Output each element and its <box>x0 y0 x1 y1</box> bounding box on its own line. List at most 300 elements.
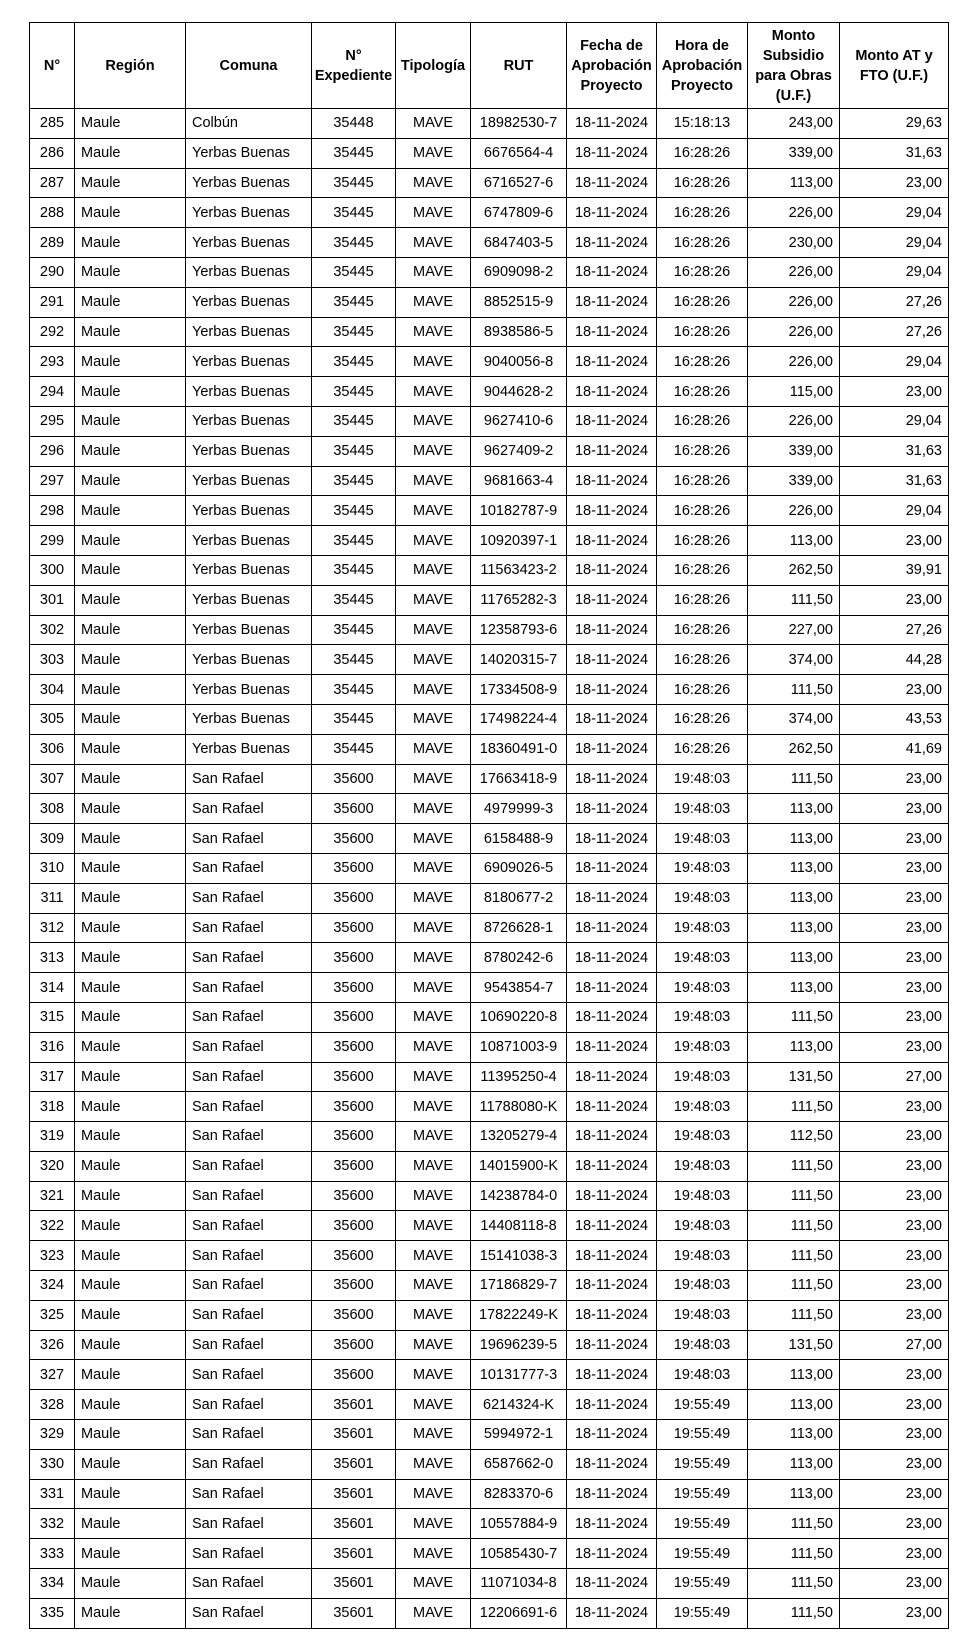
cell-tipologia: MAVE <box>396 436 471 466</box>
cell-monto-at: 23,00 <box>840 377 949 407</box>
cell-tipologia: MAVE <box>396 257 471 287</box>
table-row <box>30 1122 949 1152</box>
cell-monto-at: 23,00 <box>840 526 949 556</box>
cell-num: 286 <box>30 138 75 168</box>
cell-expediente: 35445 <box>312 138 396 168</box>
cell-num: 330 <box>30 1449 75 1479</box>
cell-tipologia: MAVE <box>396 615 471 645</box>
table-row <box>30 198 949 228</box>
cell-comuna: San Rafael <box>186 883 312 913</box>
cell-comuna: San Rafael <box>186 1122 312 1152</box>
cell-monto-at: 23,00 <box>840 675 949 705</box>
cell-hora: 16:28:26 <box>657 377 748 407</box>
cell-fecha: 18-11-2024 <box>567 317 657 347</box>
cell-num: 301 <box>30 585 75 615</box>
cell-region: Maule <box>75 1122 186 1152</box>
cell-num: 323 <box>30 1241 75 1271</box>
cell-monto-obras: 111,50 <box>748 1002 840 1032</box>
cell-comuna: Yerbas Buenas <box>186 287 312 317</box>
cell-hora: 16:28:26 <box>657 138 748 168</box>
table-row <box>30 1062 949 1092</box>
cell-tipologia: MAVE <box>396 734 471 764</box>
cell-fecha: 18-11-2024 <box>567 1241 657 1271</box>
cell-comuna: Yerbas Buenas <box>186 555 312 585</box>
cell-expediente: 35445 <box>312 704 396 734</box>
cell-rut: 15141038-3 <box>471 1241 567 1271</box>
cell-num: 334 <box>30 1569 75 1599</box>
cell-comuna: Yerbas Buenas <box>186 377 312 407</box>
cell-monto-at: 31,63 <box>840 466 949 496</box>
cell-hora: 16:28:26 <box>657 466 748 496</box>
cell-region: Maule <box>75 585 186 615</box>
cell-rut: 11395250-4 <box>471 1062 567 1092</box>
table-row <box>30 645 949 675</box>
cell-monto-at: 23,00 <box>840 1360 949 1390</box>
table-row <box>30 1479 949 1509</box>
cell-hora: 16:28:26 <box>657 585 748 615</box>
cell-tipologia: MAVE <box>396 466 471 496</box>
cell-expediente: 35445 <box>312 496 396 526</box>
cell-rut: 14408118-8 <box>471 1211 567 1241</box>
cell-monto-obras: 243,00 <box>748 109 840 139</box>
cell-expediente: 35445 <box>312 526 396 556</box>
cell-hora: 19:48:03 <box>657 764 748 794</box>
cell-fecha: 18-11-2024 <box>567 645 657 675</box>
cell-hora: 19:55:49 <box>657 1509 748 1539</box>
cell-num: 316 <box>30 1032 75 1062</box>
cell-fecha: 18-11-2024 <box>567 1092 657 1122</box>
cell-region: Maule <box>75 704 186 734</box>
table-row <box>30 1211 949 1241</box>
table-row <box>30 436 949 466</box>
cell-monto-at: 23,00 <box>840 1449 949 1479</box>
cell-fecha: 18-11-2024 <box>567 1122 657 1152</box>
cell-rut: 13205279-4 <box>471 1122 567 1152</box>
cell-tipologia: MAVE <box>396 496 471 526</box>
cell-tipologia: MAVE <box>396 1360 471 1390</box>
cell-num: 299 <box>30 526 75 556</box>
cell-region: Maule <box>75 347 186 377</box>
table-row <box>30 853 949 883</box>
table-row <box>30 496 949 526</box>
cell-expediente: 35600 <box>312 943 396 973</box>
cell-fecha: 18-11-2024 <box>567 704 657 734</box>
cell-rut: 9543854-7 <box>471 973 567 1003</box>
cell-fecha: 18-11-2024 <box>567 138 657 168</box>
cell-rut: 9627409-2 <box>471 436 567 466</box>
table-row <box>30 555 949 585</box>
header-comuna: Comuna <box>186 23 312 109</box>
cell-num: 292 <box>30 317 75 347</box>
cell-region: Maule <box>75 1092 186 1122</box>
cell-rut: 12206691-6 <box>471 1598 567 1628</box>
cell-monto-obras: 226,00 <box>748 406 840 436</box>
cell-comuna: San Rafael <box>186 973 312 1003</box>
cell-fecha: 18-11-2024 <box>567 973 657 1003</box>
cell-fecha: 18-11-2024 <box>567 228 657 258</box>
cell-fecha: 18-11-2024 <box>567 1360 657 1390</box>
cell-expediente: 35445 <box>312 317 396 347</box>
cell-monto-obras: 113,00 <box>748 168 840 198</box>
cell-monto-at: 23,00 <box>840 585 949 615</box>
cell-comuna: San Rafael <box>186 1539 312 1569</box>
cell-monto-obras: 111,50 <box>748 675 840 705</box>
cell-monto-at: 29,04 <box>840 228 949 258</box>
cell-monto-obras: 226,00 <box>748 287 840 317</box>
cell-monto-obras: 113,00 <box>748 1420 840 1450</box>
cell-fecha: 18-11-2024 <box>567 1539 657 1569</box>
cell-comuna: San Rafael <box>186 1151 312 1181</box>
table-body <box>30 109 949 1629</box>
cell-expediente: 35600 <box>312 853 396 883</box>
cell-expediente: 35600 <box>312 764 396 794</box>
cell-monto-obras: 111,50 <box>748 1241 840 1271</box>
cell-monto-at: 23,00 <box>840 824 949 854</box>
cell-region: Maule <box>75 1330 186 1360</box>
cell-comuna: Yerbas Buenas <box>186 645 312 675</box>
cell-hora: 19:48:03 <box>657 1181 748 1211</box>
table-row <box>30 1449 949 1479</box>
cell-comuna: San Rafael <box>186 1509 312 1539</box>
table-row <box>30 1181 949 1211</box>
cell-rut: 10557884-9 <box>471 1509 567 1539</box>
cell-tipologia: MAVE <box>396 973 471 1003</box>
cell-num: 317 <box>30 1062 75 1092</box>
cell-comuna: San Rafael <box>186 1420 312 1450</box>
cell-rut: 8852515-9 <box>471 287 567 317</box>
subsidy-table <box>29 22 949 1629</box>
cell-monto-at: 23,00 <box>840 1002 949 1032</box>
cell-region: Maule <box>75 615 186 645</box>
header-rut: RUT <box>471 23 567 109</box>
cell-monto-obras: 113,00 <box>748 1390 840 1420</box>
cell-fecha: 18-11-2024 <box>567 1271 657 1301</box>
cell-monto-obras: 339,00 <box>748 466 840 496</box>
table-row <box>30 1300 949 1330</box>
cell-hora: 19:48:03 <box>657 1211 748 1241</box>
cell-expediente: 35448 <box>312 109 396 139</box>
cell-rut: 6158488-9 <box>471 824 567 854</box>
cell-monto-at: 27,26 <box>840 317 949 347</box>
table-row <box>30 615 949 645</box>
cell-tipologia: MAVE <box>396 1211 471 1241</box>
cell-num: 303 <box>30 645 75 675</box>
cell-monto-obras: 131,50 <box>748 1062 840 1092</box>
cell-expediente: 35445 <box>312 585 396 615</box>
cell-region: Maule <box>75 675 186 705</box>
header-monto-at: Monto AT y FTO (U.F.) <box>840 23 949 109</box>
cell-expediente: 35600 <box>312 1271 396 1301</box>
cell-rut: 9681663-4 <box>471 466 567 496</box>
cell-region: Maule <box>75 1271 186 1301</box>
cell-num: 332 <box>30 1509 75 1539</box>
cell-expediente: 35445 <box>312 436 396 466</box>
cell-rut: 11563423-2 <box>471 555 567 585</box>
cell-fecha: 18-11-2024 <box>567 615 657 645</box>
cell-num: 319 <box>30 1122 75 1152</box>
cell-num: 294 <box>30 377 75 407</box>
cell-comuna: San Rafael <box>186 1569 312 1599</box>
cell-expediente: 35445 <box>312 347 396 377</box>
cell-tipologia: MAVE <box>396 287 471 317</box>
cell-hora: 19:48:03 <box>657 1151 748 1181</box>
cell-num: 305 <box>30 704 75 734</box>
cell-monto-obras: 113,00 <box>748 1479 840 1509</box>
cell-region: Maule <box>75 317 186 347</box>
cell-monto-at: 23,00 <box>840 1092 949 1122</box>
cell-tipologia: MAVE <box>396 1390 471 1420</box>
cell-expediente: 35445 <box>312 257 396 287</box>
cell-region: Maule <box>75 824 186 854</box>
cell-monto-obras: 113,00 <box>748 526 840 556</box>
cell-expediente: 35445 <box>312 168 396 198</box>
cell-region: Maule <box>75 526 186 556</box>
cell-tipologia: MAVE <box>396 109 471 139</box>
cell-num: 293 <box>30 347 75 377</box>
cell-fecha: 18-11-2024 <box>567 1509 657 1539</box>
cell-monto-at: 23,00 <box>840 1211 949 1241</box>
cell-tipologia: MAVE <box>396 1181 471 1211</box>
cell-fecha: 18-11-2024 <box>567 1479 657 1509</box>
cell-rut: 17334508-9 <box>471 675 567 705</box>
cell-region: Maule <box>75 1479 186 1509</box>
cell-monto-obras: 374,00 <box>748 704 840 734</box>
cell-comuna: San Rafael <box>186 1598 312 1628</box>
cell-hora: 19:55:49 <box>657 1569 748 1599</box>
cell-monto-at: 39,91 <box>840 555 949 585</box>
cell-tipologia: MAVE <box>396 1092 471 1122</box>
cell-comuna: Yerbas Buenas <box>186 496 312 526</box>
table-row <box>30 526 949 556</box>
cell-fecha: 18-11-2024 <box>567 496 657 526</box>
cell-expediente: 35601 <box>312 1420 396 1450</box>
cell-fecha: 18-11-2024 <box>567 1300 657 1330</box>
cell-monto-obras: 113,00 <box>748 883 840 913</box>
cell-fecha: 18-11-2024 <box>567 1181 657 1211</box>
cell-monto-obras: 113,00 <box>748 1449 840 1479</box>
cell-region: Maule <box>75 1062 186 1092</box>
cell-comuna: Yerbas Buenas <box>186 347 312 377</box>
cell-monto-obras: 113,00 <box>748 1360 840 1390</box>
cell-rut: 14020315-7 <box>471 645 567 675</box>
cell-expediente: 35600 <box>312 973 396 1003</box>
cell-fecha: 18-11-2024 <box>567 734 657 764</box>
cell-comuna: San Rafael <box>186 824 312 854</box>
cell-rut: 14015900-K <box>471 1151 567 1181</box>
table-row <box>30 883 949 913</box>
cell-comuna: Yerbas Buenas <box>186 526 312 556</box>
cell-expediente: 35601 <box>312 1569 396 1599</box>
cell-tipologia: MAVE <box>396 1002 471 1032</box>
header-monto-obras: Monto Subsidio para Obras (U.F.) <box>748 23 840 109</box>
cell-expediente: 35600 <box>312 883 396 913</box>
cell-num: 322 <box>30 1211 75 1241</box>
cell-monto-at: 27,26 <box>840 287 949 317</box>
cell-fecha: 18-11-2024 <box>567 466 657 496</box>
cell-comuna: San Rafael <box>186 764 312 794</box>
cell-comuna: San Rafael <box>186 853 312 883</box>
cell-rut: 17498224-4 <box>471 704 567 734</box>
cell-fecha: 18-11-2024 <box>567 853 657 883</box>
table-row <box>30 257 949 287</box>
cell-fecha: 18-11-2024 <box>567 526 657 556</box>
cell-comuna: San Rafael <box>186 1241 312 1271</box>
cell-fecha: 18-11-2024 <box>567 1449 657 1479</box>
header-expediente: N° Expediente <box>312 23 396 109</box>
table-row <box>30 1598 949 1628</box>
cell-rut: 10585430-7 <box>471 1539 567 1569</box>
cell-rut: 8283370-6 <box>471 1479 567 1509</box>
cell-monto-obras: 113,00 <box>748 794 840 824</box>
cell-fecha: 18-11-2024 <box>567 1330 657 1360</box>
cell-rut: 5994972-1 <box>471 1420 567 1450</box>
cell-expediente: 35601 <box>312 1509 396 1539</box>
cell-comuna: Yerbas Buenas <box>186 675 312 705</box>
cell-rut: 6676564-4 <box>471 138 567 168</box>
cell-rut: 17822249-K <box>471 1300 567 1330</box>
cell-comuna: San Rafael <box>186 1449 312 1479</box>
cell-tipologia: MAVE <box>396 675 471 705</box>
cell-tipologia: MAVE <box>396 1151 471 1181</box>
cell-tipologia: MAVE <box>396 1539 471 1569</box>
cell-region: Maule <box>75 1569 186 1599</box>
cell-region: Maule <box>75 734 186 764</box>
cell-rut: 10131777-3 <box>471 1360 567 1390</box>
cell-region: Maule <box>75 1211 186 1241</box>
cell-monto-at: 29,04 <box>840 496 949 526</box>
table-row <box>30 585 949 615</box>
cell-hora: 16:28:26 <box>657 704 748 734</box>
cell-hora: 16:28:26 <box>657 228 748 258</box>
table-row <box>30 794 949 824</box>
table-row <box>30 1569 949 1599</box>
cell-num: 297 <box>30 466 75 496</box>
cell-hora: 19:48:03 <box>657 1092 748 1122</box>
cell-monto-obras: 113,00 <box>748 853 840 883</box>
table-row <box>30 1330 949 1360</box>
cell-expediente: 35600 <box>312 1211 396 1241</box>
cell-tipologia: MAVE <box>396 1509 471 1539</box>
cell-comuna: Yerbas Buenas <box>186 615 312 645</box>
cell-fecha: 18-11-2024 <box>567 347 657 377</box>
cell-rut: 8180677-2 <box>471 883 567 913</box>
cell-hora: 15:18:13 <box>657 109 748 139</box>
cell-rut: 9040056-8 <box>471 347 567 377</box>
cell-monto-obras: 111,50 <box>748 1271 840 1301</box>
cell-comuna: Yerbas Buenas <box>186 257 312 287</box>
cell-fecha: 18-11-2024 <box>567 1002 657 1032</box>
cell-expediente: 35445 <box>312 466 396 496</box>
cell-hora: 16:28:26 <box>657 287 748 317</box>
cell-comuna: San Rafael <box>186 1211 312 1241</box>
cell-fecha: 18-11-2024 <box>567 1598 657 1628</box>
cell-hora: 19:48:03 <box>657 1330 748 1360</box>
cell-hora: 16:28:26 <box>657 645 748 675</box>
cell-comuna: San Rafael <box>186 913 312 943</box>
cell-rut: 14238784-0 <box>471 1181 567 1211</box>
cell-comuna: San Rafael <box>186 1300 312 1330</box>
cell-tipologia: MAVE <box>396 347 471 377</box>
cell-num: 335 <box>30 1598 75 1628</box>
cell-monto-at: 23,00 <box>840 853 949 883</box>
cell-expediente: 35600 <box>312 1151 396 1181</box>
cell-hora: 16:28:26 <box>657 406 748 436</box>
cell-rut: 4979999-3 <box>471 794 567 824</box>
cell-region: Maule <box>75 1360 186 1390</box>
table-row <box>30 734 949 764</box>
cell-comuna: San Rafael <box>186 1002 312 1032</box>
cell-region: Maule <box>75 853 186 883</box>
cell-hora: 19:48:03 <box>657 943 748 973</box>
cell-fecha: 18-11-2024 <box>567 1211 657 1241</box>
cell-region: Maule <box>75 109 186 139</box>
cell-hora: 19:48:03 <box>657 883 748 913</box>
cell-tipologia: MAVE <box>396 228 471 258</box>
cell-tipologia: MAVE <box>396 1569 471 1599</box>
table-row <box>30 764 949 794</box>
cell-monto-obras: 226,00 <box>748 257 840 287</box>
cell-region: Maule <box>75 1032 186 1062</box>
cell-monto-at: 23,00 <box>840 1151 949 1181</box>
cell-rut: 8780242-6 <box>471 943 567 973</box>
cell-comuna: Yerbas Buenas <box>186 585 312 615</box>
table-row <box>30 1002 949 1032</box>
cell-region: Maule <box>75 138 186 168</box>
cell-num: 315 <box>30 1002 75 1032</box>
cell-tipologia: MAVE <box>396 913 471 943</box>
cell-rut: 8726628-1 <box>471 913 567 943</box>
cell-expediente: 35445 <box>312 645 396 675</box>
cell-hora: 19:48:03 <box>657 1122 748 1152</box>
cell-hora: 19:48:03 <box>657 794 748 824</box>
cell-tipologia: MAVE <box>396 853 471 883</box>
table-row <box>30 287 949 317</box>
cell-monto-at: 29,04 <box>840 347 949 377</box>
table-row <box>30 228 949 258</box>
cell-tipologia: MAVE <box>396 406 471 436</box>
cell-region: Maule <box>75 377 186 407</box>
cell-monto-obras: 230,00 <box>748 228 840 258</box>
cell-region: Maule <box>75 228 186 258</box>
cell-expediente: 35445 <box>312 198 396 228</box>
cell-expediente: 35600 <box>312 1092 396 1122</box>
cell-monto-at: 31,63 <box>840 436 949 466</box>
cell-hora: 16:28:26 <box>657 347 748 377</box>
cell-hora: 16:28:26 <box>657 555 748 585</box>
cell-region: Maule <box>75 794 186 824</box>
cell-num: 327 <box>30 1360 75 1390</box>
cell-hora: 19:55:49 <box>657 1390 748 1420</box>
cell-region: Maule <box>75 1151 186 1181</box>
cell-monto-at: 44,28 <box>840 645 949 675</box>
cell-hora: 16:28:26 <box>657 675 748 705</box>
cell-tipologia: MAVE <box>396 1420 471 1450</box>
cell-fecha: 18-11-2024 <box>567 1062 657 1092</box>
cell-hora: 19:55:49 <box>657 1420 748 1450</box>
cell-tipologia: MAVE <box>396 585 471 615</box>
cell-monto-at: 23,00 <box>840 973 949 1003</box>
table-row <box>30 347 949 377</box>
cell-expediente: 35600 <box>312 1330 396 1360</box>
cell-monto-at: 23,00 <box>840 1181 949 1211</box>
cell-num: 285 <box>30 109 75 139</box>
cell-monto-at: 23,00 <box>840 794 949 824</box>
cell-num: 306 <box>30 734 75 764</box>
cell-monto-obras: 226,00 <box>748 496 840 526</box>
cell-monto-at: 41,69 <box>840 734 949 764</box>
cell-num: 326 <box>30 1330 75 1360</box>
cell-fecha: 18-11-2024 <box>567 943 657 973</box>
